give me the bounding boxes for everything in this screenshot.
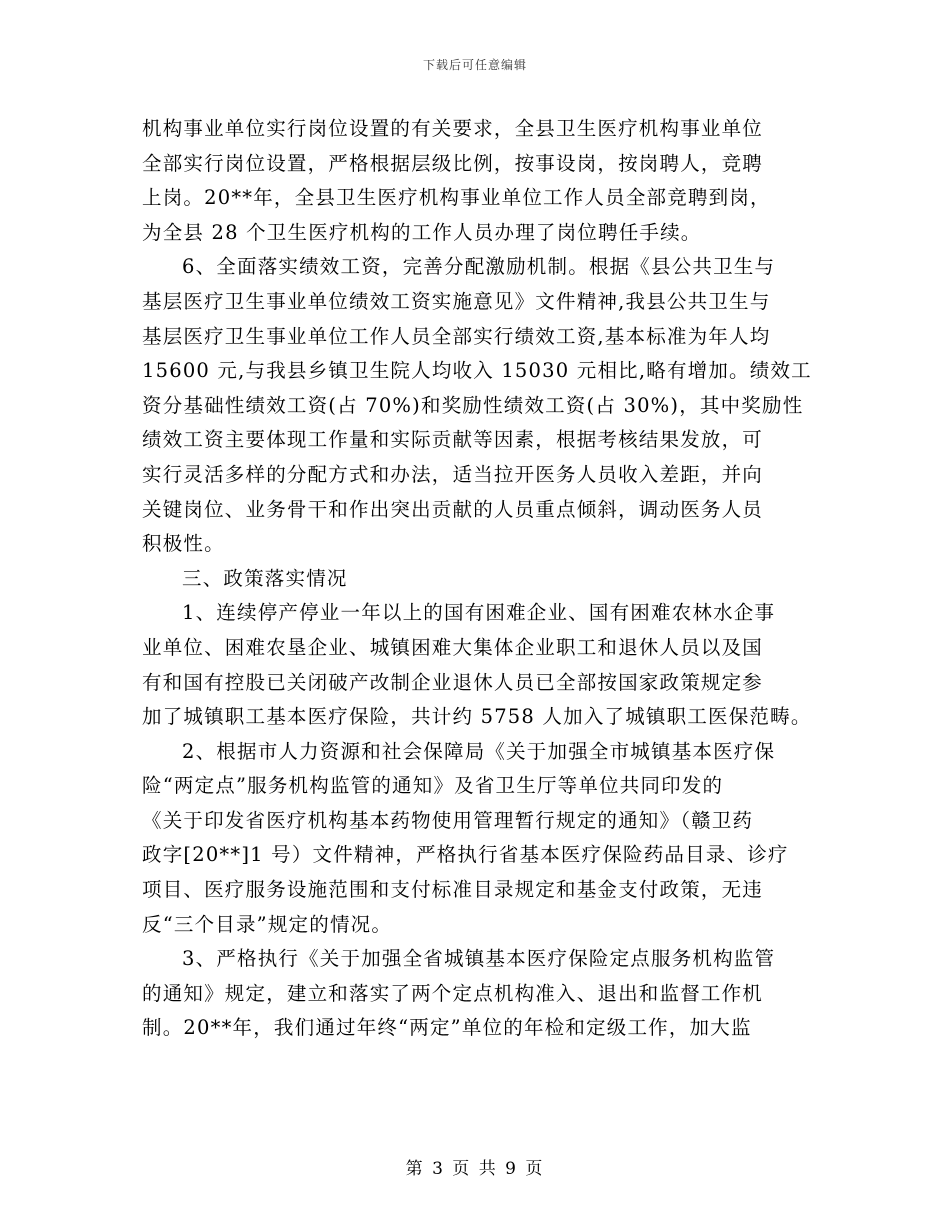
text-line: 15600 元,与我县乡镇卫生院人均收入 15030 元相比,略有增加。绩效工 (142, 359, 812, 383)
text-line: 积极性。 (142, 532, 225, 556)
text-line: 反“三个目录”规定的情况。 (142, 912, 393, 936)
text-line: 加了城镇职工基本医疗保险，共计约 5758 人加入了城镇职工医保范畴。 (142, 705, 812, 729)
text-line: 基层医疗卫生事业单位工作人员全部实行绩效工资,基本标准为年人均 (142, 324, 771, 348)
text-line: 的通知》规定，建立和落实了两个定点机构准入、退出和监督工作机 (142, 981, 764, 1005)
text-line: 基层医疗卫生事业单位绩效工资实施意见》文件精神,我县公共卫生与 (142, 289, 771, 313)
text-line: 关键岗位、业务骨干和作出突出贡献的人员重点倾斜，调动医务人员 (142, 497, 764, 521)
text-line: 全部实行岗位设置，严格根据层级比例，按事设岗，按岗聘人，竞聘 (142, 151, 764, 175)
text-line: 险“两定点”服务机构监管的通知》及省卫生厅等单位共同印发的 (142, 774, 724, 798)
text-line: 机构事业单位实行岗位设置的有关要求，全县卫生医疗机构事业单位 (142, 117, 764, 140)
page-header: 下载后可任意编辑 (422, 58, 527, 72)
text-line: 3、严格执行《关于加强全省城镇基本医疗保险定点服务机构监管 (182, 947, 776, 971)
text-line: 1、连续停产停业一年以上的国有困难企业、国有困难农林水企事 (182, 601, 776, 625)
text-line: 绩效工资主要体现工作量和实际贡献等因素，根据考核结果发放，可 (142, 428, 764, 452)
document-body (142, 112, 810, 1046)
text-line: 有和国有控股已关闭破产改制企业退休人员已全部按国家政策规定参 (142, 670, 764, 694)
text-line: 制。20**年，我们通过年终“两定”单位的年检和定级工作，加大监 (142, 1016, 752, 1040)
text-line: 为全县 28 个卫生医疗机构的工作人员办理了岗位聘任手续。 (142, 220, 702, 244)
text-line: 政字[20**]1 号）文件精神，严格执行省基本医疗保险药品目录、诊疗 (142, 843, 789, 867)
text-line: 三、政策落实情况 (182, 566, 348, 590)
text-line: 2、根据市人力资源和社会保障局《关于加强全市城镇基本医疗保 (182, 739, 776, 763)
text-line: 《关于印发省医疗机构基本药物使用管理暂行规定的通知》（赣卫药 (142, 808, 754, 832)
text-line: 实行灵活多样的分配方式和办法，适当拉开医务人员收入差距，并向 (142, 462, 764, 486)
text-line: 项目、医疗服务设施范围和支付标准目录规定和基金支付政策，无违 (142, 878, 764, 902)
page-footer: 第 3 页 共 9 页 (405, 1159, 545, 1179)
text-line: 业单位、困难农垦企业、城镇困难大集体企业职工和退休人员以及国 (142, 635, 764, 659)
text-line: 6、全面落实绩效工资，完善分配激励机制。根据《县公共卫生与 (182, 255, 776, 279)
text-line: 资分基础性绩效工资(占 70%)和奖励性绩效工资(占 30%)，其中奖励性 (142, 393, 804, 417)
text-line: 上岗。20**年，全县卫生医疗机构事业单位工作人员全部竞聘到岗， (142, 186, 771, 210)
